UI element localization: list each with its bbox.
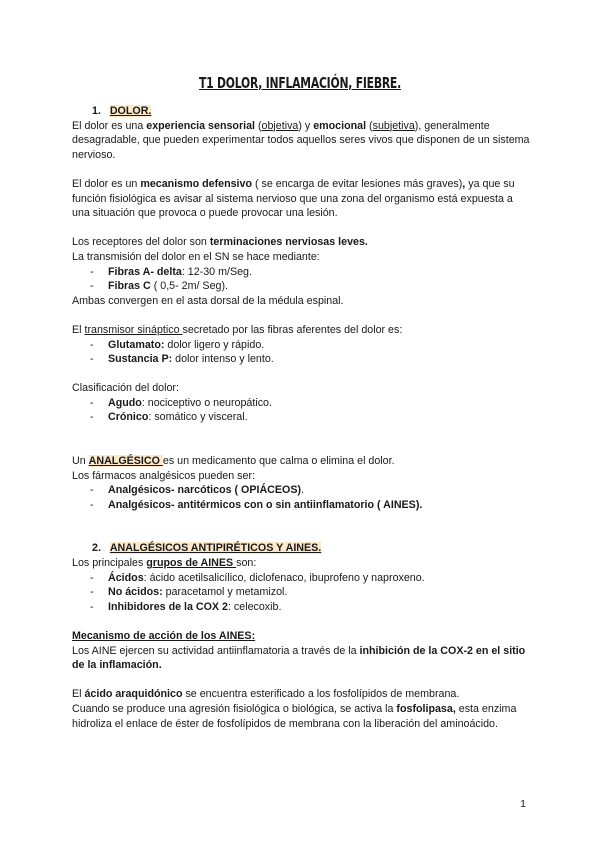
section-2-heading: 2. ANALGÉSICOS ANTIPIRÉTICOS Y AINES. [92,542,322,555]
list-item: - Sustancia P: dolor intenso y lento. [72,352,532,367]
document-body [72,104,532,731]
aines-groups-list [72,571,532,615]
list-item: - Agudo: nociceptivo o neuropático. [72,396,532,411]
document-title: T1 DOLOR, INFLAMACIÓN, FIEBRE. [199,74,401,92]
paragraph-arachidonic: El ácido araquidónico se encuentra esterificado a los fosfolípidos de membrana. [72,688,460,701]
paragraph-pain-definition: El dolor es una experiencia sensorial (objetiva) y emocional (subjetiva), generalmente desagradable, que pueden experimentar todos aquellos seres vivos que disponen de un sistema nervioso. [72,119,530,161]
paragraph-convergence: Ambas convergen en el asta dorsal de la médula espinal. [72,294,344,307]
paragraph-defensive-mechanism: El dolor es un mecanismo defensivo ( se encarga de evitar lesiones más graves), ya que su función fisiológica es avisar al sistema nervioso que una zona del organismo está expuesta a una situación que provoca o puede provocar una lesión. [72,177,515,220]
paragraph-analgesic-types: Los fármacos analgésicos pueden ser: [72,469,255,482]
paragraph-transmission: La transmisión del dolor en el SN se hace mediante: [72,250,320,263]
analgesic-types-list [72,483,532,512]
list-item: - Fibras A- delta: 12-30 m/Seg. [72,265,532,280]
list-item: - Analgésicos- narcóticos ( OPIÁCEOS). [72,483,532,498]
transmitters-list [72,338,532,367]
fibers-list [72,265,532,294]
paragraph-aines-groups: Los principales grupos de AINES son: [72,557,257,570]
mechanism-heading: Mecanismo de acción de los AINES: [72,630,256,642]
list-item: - Fibras C ( 0,5- 2m/ Seg). [72,279,532,294]
paragraph-analgesic-definition: Un ANALGÉSICO es un medicamento que calma o elimina el dolor. [72,455,395,468]
list-item: - Crónico: somático y visceral. [72,410,532,425]
list-item: - Ácidos: ácido acetilsalicílico, diclofenaco, ibuprofeno y naproxeno. [72,571,532,586]
classification-list [72,396,532,425]
list-item: - No ácidos: paracetamol y metamizol. [72,585,532,600]
list-item: - Glutamato: dolor ligero y rápido. [72,338,532,353]
section-1-heading: 1. DOLOR. [92,105,152,117]
list-item: - Inhibidores de la COX 2: celecoxib. [72,600,532,615]
paragraph-classification: Clasificación del dolor: [72,382,179,395]
paragraph-phospholipase: Cuando se produce una agresión fisiológica o biológica, se activa la fosfolipasa, esta enzima hidroliza el enlace de éster de fosfolípidos de membrana con la liberación del aminoácido. [72,702,517,730]
paragraph-transmitter: El transmisor sináptico secretado por las fibras aferentes del dolor es: [72,323,403,336]
paragraph-receptors: Los receptores del dolor son terminaciones nerviosas leves. [72,236,368,249]
paragraph-mechanism: Los AINE ejercen su actividad antiinflamatoria a través de la inhibición de la COX-2 en el sitio de la inflamación. [72,644,526,672]
page-number: 1 [520,798,526,810]
list-item: - Analgésicos- antitérmicos con o sin antiinflamatorio ( AINES). [72,498,532,513]
